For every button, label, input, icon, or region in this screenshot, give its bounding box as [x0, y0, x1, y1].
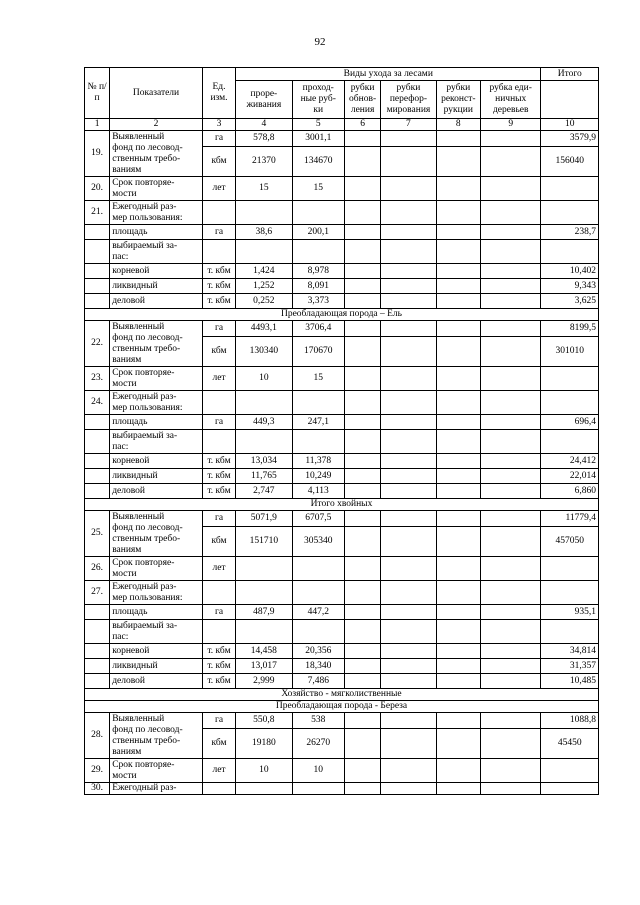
header-num: № п/п: [85, 68, 110, 119]
unit-cell: кбм: [202, 729, 235, 759]
row-label: площадь: [110, 415, 203, 430]
row-label: деловой: [110, 294, 203, 309]
header-col8: рубки реконст- рукции: [436, 81, 480, 119]
value-cell: 538: [292, 713, 344, 729]
page-number: 92: [314, 36, 326, 48]
unit-cell: т. кбм: [202, 644, 235, 659]
row-label: Выявленный фонд по лесовод- ственным требо- ваниям: [110, 131, 203, 177]
unit-cell: т. кбм: [202, 279, 235, 294]
total-cell: 24,412: [541, 454, 599, 469]
total-cell: 156040: [541, 147, 599, 177]
colnum: 3: [202, 119, 235, 131]
row-label: Ежегодный раз- мер пользования:: [110, 581, 203, 605]
unit-cell: га: [202, 131, 235, 147]
row-label: ликвидный: [110, 279, 203, 294]
value-cell: 200,1: [292, 225, 344, 240]
row-number: 28.: [85, 713, 110, 759]
value-cell: 134670: [292, 147, 344, 177]
row-label: ликвидный: [110, 469, 203, 484]
value-cell: 550,8: [236, 713, 292, 729]
unit-cell: кбм: [202, 337, 235, 367]
value-cell: 447,2: [292, 605, 344, 620]
value-cell: 2,747: [236, 484, 292, 499]
row-label: Ежегодный раз-: [110, 783, 203, 795]
total-cell: 22,014: [541, 469, 599, 484]
total-cell: 9,343: [541, 279, 599, 294]
value-cell: 1,252: [236, 279, 292, 294]
total-cell: 301010: [541, 337, 599, 367]
header-col6: рубки обнов- ления: [344, 81, 380, 119]
colnum: 9: [480, 119, 540, 131]
row-number: 23.: [85, 367, 110, 391]
row-label: деловой: [110, 674, 203, 689]
row-label: Срок повторяе- мости: [110, 367, 203, 391]
total-cell: 935,1: [541, 605, 599, 620]
value-cell: 10,249: [292, 469, 344, 484]
row-number: 24.: [85, 391, 110, 415]
total-cell: 6,860: [541, 484, 599, 499]
header-col9: рубка еди- ничных деревьев: [480, 81, 540, 119]
row-label: Выявленный фонд по лесовод- ственным требо- ваниям: [110, 713, 203, 759]
unit-cell: т. кбм: [202, 294, 235, 309]
forest-care-table: [84, 67, 599, 795]
total-cell: 45450: [541, 729, 599, 759]
value-cell: 305340: [292, 527, 344, 557]
colnum: 8: [436, 119, 480, 131]
unit-cell: га: [202, 415, 235, 430]
row-number: 30.: [85, 783, 110, 795]
section-heading: Преобладающая порода – Ель: [85, 309, 599, 321]
value-cell: 15: [292, 367, 344, 391]
value-cell: 487,9: [236, 605, 292, 620]
value-cell: 6707,5: [292, 511, 344, 527]
total-cell: 11779,4: [541, 511, 599, 527]
unit-cell: га: [202, 225, 235, 240]
row-label: выбираемый за- пас:: [110, 240, 203, 264]
value-cell: 14,458: [236, 644, 292, 659]
value-cell: 2,999: [236, 674, 292, 689]
header-col5: проход- ные руб- ки: [292, 81, 344, 119]
colnum: 2: [110, 119, 203, 131]
total-cell: 696,4: [541, 415, 599, 430]
unit-cell: кбм: [202, 527, 235, 557]
colnum: 5: [292, 119, 344, 131]
unit-cell: лет: [202, 557, 235, 581]
unit-cell: т. кбм: [202, 264, 235, 279]
row-label: Ежегодный раз- мер пользования:: [110, 391, 203, 415]
value-cell: 20,356: [292, 644, 344, 659]
value-cell: 8,978: [292, 264, 344, 279]
total-cell: 8199,5: [541, 321, 599, 337]
value-cell: 13,017: [236, 659, 292, 674]
row-label: корневой: [110, 264, 203, 279]
colnum: 6: [344, 119, 380, 131]
unit-cell: т. кбм: [202, 469, 235, 484]
value-cell: 449,3: [236, 415, 292, 430]
value-cell: 3706,4: [292, 321, 344, 337]
row-label: корневой: [110, 644, 203, 659]
value-cell: 4493,1: [236, 321, 292, 337]
value-cell: 130340: [236, 337, 292, 367]
unit-cell: га: [202, 605, 235, 620]
value-cell: 11,378: [292, 454, 344, 469]
row-label: Срок повторяе- мости: [110, 177, 203, 201]
header-total-empty: [541, 81, 599, 119]
colnum: 7: [381, 119, 436, 131]
value-cell: 10: [236, 367, 292, 391]
unit-cell: т. кбм: [202, 484, 235, 499]
value-cell: 151710: [236, 527, 292, 557]
value-cell: 18,340: [292, 659, 344, 674]
total-cell: 238,7: [541, 225, 599, 240]
row-number: 22.: [85, 321, 110, 367]
unit-cell: т. кбм: [202, 674, 235, 689]
row-label: ликвидный: [110, 659, 203, 674]
section-heading: Преобладающая порода - Береза: [85, 701, 599, 713]
unit-cell: т. кбм: [202, 454, 235, 469]
section-heading: Хозяйство - мягколиственные: [85, 689, 599, 701]
value-cell: 1,424: [236, 264, 292, 279]
value-cell: 10: [236, 759, 292, 783]
row-label: Срок повторяе- мости: [110, 759, 203, 783]
unit-cell: га: [202, 713, 235, 729]
row-number: 25.: [85, 511, 110, 557]
value-cell: 11,765: [236, 469, 292, 484]
value-cell: 38,6: [236, 225, 292, 240]
value-cell: 4,113: [292, 484, 344, 499]
row-label: площадь: [110, 605, 203, 620]
value-cell: 3,373: [292, 294, 344, 309]
value-cell: 15: [236, 177, 292, 201]
colnum: 10: [541, 119, 599, 131]
value-cell: 578,8: [236, 131, 292, 147]
row-label: корневой: [110, 454, 203, 469]
row-label: выбираемый за- пас:: [110, 620, 203, 644]
row-number: 29.: [85, 759, 110, 783]
unit-cell: га: [202, 511, 235, 527]
unit-cell: кбм: [202, 147, 235, 177]
value-cell: 19180: [236, 729, 292, 759]
row-label: площадь: [110, 225, 203, 240]
header-total: Итого: [541, 68, 599, 81]
total-cell: 3,625: [541, 294, 599, 309]
total-cell: 1088,8: [541, 713, 599, 729]
value-cell: 15: [292, 177, 344, 201]
total-cell: 3579,9: [541, 131, 599, 147]
value-cell: 7,486: [292, 674, 344, 689]
colnum: 4: [236, 119, 292, 131]
unit-cell: лет: [202, 177, 235, 201]
value-cell: 0,252: [236, 294, 292, 309]
value-cell: 10: [292, 759, 344, 783]
unit-cell: га: [202, 321, 235, 337]
total-cell: 10,485: [541, 674, 599, 689]
total-cell: 31,357: [541, 659, 599, 674]
row-label: деловой: [110, 484, 203, 499]
unit-cell: лет: [202, 367, 235, 391]
unit-cell: т. кбм: [202, 659, 235, 674]
value-cell: 247,1: [292, 415, 344, 430]
header-col4: проре- живания: [236, 81, 292, 119]
total-cell: 457050: [541, 527, 599, 557]
header-col7: рубки перефор- мирования: [381, 81, 436, 119]
value-cell: 8,091: [292, 279, 344, 294]
total-cell: 34,814: [541, 644, 599, 659]
row-number: 21.: [85, 201, 110, 225]
row-label: Выявленный фонд по лесовод- ственным требо- ваниям: [110, 321, 203, 367]
value-cell: 5071,9: [236, 511, 292, 527]
header-unit: Ед. изм.: [202, 68, 235, 119]
section-heading: Итого хвойных: [85, 499, 599, 511]
unit-cell: лет: [202, 759, 235, 783]
row-label: Выявленный фонд по лесовод- ственным требо- ваниям: [110, 511, 203, 557]
value-cell: 13,034: [236, 454, 292, 469]
row-label: Срок повторяе- мости: [110, 557, 203, 581]
value-cell: 21370: [236, 147, 292, 177]
row-number: 27.: [85, 581, 110, 605]
row-label: Ежегодный раз- мер пользования:: [110, 201, 203, 225]
row-number: 26.: [85, 557, 110, 581]
row-number: 20.: [85, 177, 110, 201]
total-cell: 10,402: [541, 264, 599, 279]
value-cell: 170670: [292, 337, 344, 367]
value-cell: 3001,1: [292, 131, 344, 147]
header-indicator: Показатели: [110, 68, 203, 119]
row-label: выбираемый за- пас:: [110, 430, 203, 454]
header-group: Виды ухода за лесами: [236, 68, 541, 81]
value-cell: 26270: [292, 729, 344, 759]
row-number: 19.: [85, 131, 110, 177]
colnum: 1: [85, 119, 110, 131]
